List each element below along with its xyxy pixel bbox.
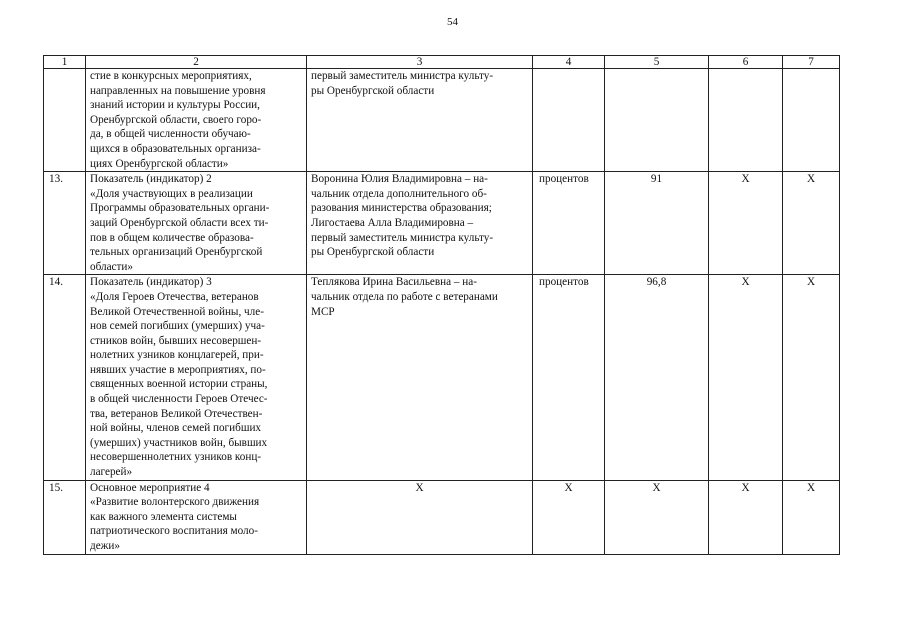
indicator-line: щихся в образовательных организа-	[90, 142, 261, 155]
column-header-2: 2	[86, 56, 307, 69]
row-number-cell	[44, 69, 86, 172]
column-6-cell: Х	[709, 275, 783, 480]
responsible-line: Лигостаева Алла Владимировна –	[311, 216, 474, 229]
unit-cell: процентов	[533, 172, 605, 275]
responsible-line: чальник отдела дополнительного об-	[311, 187, 487, 200]
indicator-line: стников войн, бывших несовершен-	[90, 334, 262, 347]
value-cell: 91	[605, 172, 709, 275]
indicator-line: как важного элемента системы	[90, 510, 237, 523]
column-header-5: 5	[605, 56, 709, 69]
column-header-3: 3	[307, 56, 533, 69]
program-indicators-table	[43, 55, 840, 555]
table-row	[44, 69, 840, 172]
table-row	[44, 172, 840, 275]
responsible-line: Х	[415, 481, 424, 494]
indicator-line: нявших участие в мероприятиях, по-	[90, 363, 266, 376]
column-header-7: 7	[783, 56, 840, 69]
indicator-line: знаний истории и культуры России,	[90, 99, 260, 112]
indicator-cell	[86, 480, 307, 554]
responsible-line: первый заместитель министра культу-	[311, 231, 494, 244]
column-7-cell: Х	[783, 275, 840, 480]
responsible-line: Воронина Юлия Владимировна – на-	[311, 173, 488, 186]
indicator-line: (умерших) участников войн, бывших	[90, 436, 268, 449]
indicator-line: да, в общей численности обучаю-	[90, 128, 251, 141]
responsible-line: Теплякова Ирина Васильевна – на-	[311, 276, 477, 289]
indicator-line: ной войны, членов семей погибших	[90, 422, 262, 435]
column-7-cell: Х	[783, 480, 840, 554]
table-row	[44, 275, 840, 480]
table-row	[44, 480, 840, 554]
column-header-1: 1	[44, 56, 86, 69]
responsible-line: ры Оренбургской области	[311, 246, 435, 259]
column-header-4: 4	[533, 56, 605, 69]
responsible-cell	[307, 69, 533, 172]
indicator-cell	[86, 172, 307, 275]
responsible-cell	[307, 480, 533, 554]
indicator-cell	[86, 69, 307, 172]
indicator-line: заций Оренбургской области всех ти-	[90, 216, 269, 229]
column-6-cell: Х	[709, 172, 783, 275]
indicator-line: Показатель (индикатор) 2	[90, 173, 212, 186]
indicator-line: нов семей погибших (умерших) уча-	[90, 320, 265, 333]
indicator-line: патриотического воспитания моло-	[90, 525, 258, 538]
responsible-line: ры Оренбургской области	[311, 84, 435, 97]
indicator-line: «Доля участвующих в реализации	[90, 187, 253, 200]
indicator-line: «Развитие волонтерского движения	[90, 496, 260, 509]
indicator-line: нолетних узников концлагерей, при-	[90, 349, 264, 362]
indicator-line: в общей численности Героев Отечес-	[90, 393, 268, 406]
indicator-line: области»	[90, 260, 133, 273]
indicator-line: несовершеннолетних узников конц-	[90, 451, 262, 464]
responsible-line: разования министерства образования;	[311, 202, 492, 215]
indicator-line: «Доля Героев Отечества, ветеранов	[90, 290, 259, 303]
indicator-line: Программы образовательных органи-	[90, 202, 270, 215]
column-6-cell: Х	[709, 480, 783, 554]
responsible-line: первый заместитель министра культу-	[311, 70, 494, 82]
column-number-header-row	[44, 56, 840, 69]
indicator-line: тва, ветеранов Великой Отечествен-	[90, 407, 263, 420]
indicator-line: лагерей»	[90, 466, 133, 479]
row-number-cell: 15.	[44, 480, 86, 554]
column-7-cell	[783, 69, 840, 172]
unit-cell: Х	[533, 480, 605, 554]
page-number: 54	[447, 16, 458, 28]
unit-cell	[533, 69, 605, 172]
indicator-line: священных военной истории страны,	[90, 378, 268, 391]
unit-cell: процентов	[533, 275, 605, 480]
column-6-cell	[709, 69, 783, 172]
value-cell: Х	[605, 480, 709, 554]
indicator-line: Основное мероприятие 4	[90, 481, 210, 494]
value-cell	[605, 69, 709, 172]
indicator-line: стие в конкурсных мероприятиях,	[90, 70, 252, 82]
value-cell: 96,8	[605, 275, 709, 480]
indicator-line: направленных на повышение уровня	[90, 84, 266, 97]
indicator-line: пов в общем количестве образова-	[90, 231, 254, 244]
column-header-6: 6	[709, 56, 783, 69]
row-number-cell: 13.	[44, 172, 86, 275]
indicator-line: циях Оренбургской области»	[90, 157, 229, 170]
responsible-line: МСР	[311, 305, 335, 318]
column-7-cell: Х	[783, 172, 840, 275]
responsible-cell	[307, 275, 533, 480]
row-number-cell: 14.	[44, 275, 86, 480]
indicator-line: Великой Отечественной войны, чле-	[90, 305, 264, 318]
responsible-line: чальник отдела по работе с ветеранами	[311, 290, 498, 303]
indicator-line: тельных организаций Оренбургской	[90, 246, 263, 259]
indicator-line: Оренбургской области, своего горо-	[90, 113, 262, 126]
indicator-cell	[86, 275, 307, 480]
indicator-line: Показатель (индикатор) 3	[90, 276, 212, 289]
indicator-line: дежи»	[90, 540, 120, 552]
responsible-cell	[307, 172, 533, 275]
